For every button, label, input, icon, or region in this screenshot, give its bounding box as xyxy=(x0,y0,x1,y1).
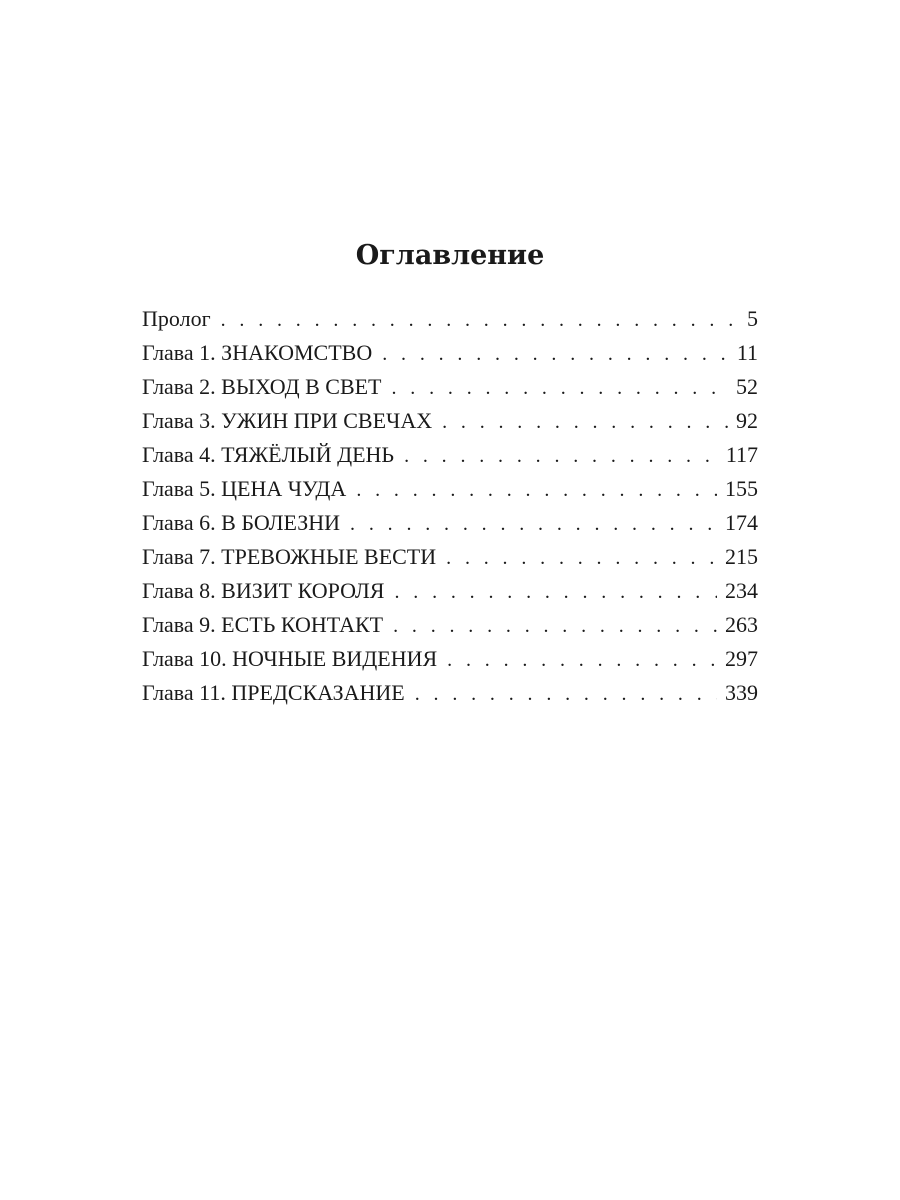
toc-entry-title: Глава 10. НОЧНЫЕ ВИДЕНИЯ xyxy=(142,646,438,671)
dot-leader xyxy=(382,337,729,371)
toc-entry-title: Глава 6. В БОЛЕЗНИ xyxy=(142,510,341,535)
dot-leader xyxy=(350,507,717,541)
dot-leader xyxy=(221,303,739,337)
toc-entry-chapter-4 xyxy=(142,438,758,472)
toc-entry-title: Глава 7. ТРЕВОЖНЫЕ ВЕСТИ xyxy=(142,544,437,569)
toc-page-number: 155 xyxy=(725,476,758,501)
toc-page-number: 174 xyxy=(725,510,758,535)
toc-entry-title: Глава 1. ЗНАКОМСТВО xyxy=(142,340,373,365)
dot-leader xyxy=(392,371,729,405)
toc-entry-title: Глава 5. ЦЕНА ЧУДА xyxy=(142,476,347,501)
toc-entry-title: Глава 11. ПРЕДСКАЗАНИЕ xyxy=(142,680,405,705)
toc-entry-chapter-8 xyxy=(142,574,758,608)
dot-leader xyxy=(356,473,717,507)
toc-page-number: 5 xyxy=(747,306,758,331)
toc-page-number: 92 xyxy=(736,408,758,433)
toc-entry-title: Глава 8. ВИЗИТ КОРОЛЯ xyxy=(142,578,385,603)
toc-page-number: 215 xyxy=(725,544,758,569)
toc-entry-chapter-1 xyxy=(142,336,758,370)
dot-leader xyxy=(442,405,728,439)
dot-leader xyxy=(404,439,718,473)
toc-page-number: 263 xyxy=(725,612,758,637)
toc-entry-chapter-3 xyxy=(142,404,758,438)
toc-list xyxy=(142,302,758,710)
toc-page-number: 117 xyxy=(725,442,758,467)
toc-entry-title: Глава 2. ВЫХОД В СВЕТ xyxy=(142,374,382,399)
toc-entry-chapter-6 xyxy=(142,506,758,540)
dot-leader xyxy=(393,609,717,643)
toc-entry-chapter-2 xyxy=(142,370,758,404)
toc-title: Оглавление xyxy=(355,240,545,271)
toc-entry-chapter-9 xyxy=(142,608,758,642)
toc-entry-chapter-11 xyxy=(142,676,758,710)
toc-page-number: 234 xyxy=(725,578,758,603)
toc-entry-title: Пролог xyxy=(142,306,211,331)
toc-entry-title: Глава 4. ТЯЖЁЛЫЙ ДЕНЬ xyxy=(142,442,395,467)
dot-leader xyxy=(447,643,717,677)
dot-leader xyxy=(394,575,717,609)
toc-entry-title: Глава 3. УЖИН ПРИ СВЕЧАХ xyxy=(142,408,433,433)
toc-page-number: 297 xyxy=(725,646,758,671)
toc-entry-chapter-7 xyxy=(142,540,758,574)
toc-entry-prologue xyxy=(142,302,758,336)
toc-entry-chapter-10 xyxy=(142,642,758,676)
toc-entry-chapter-5 xyxy=(142,472,758,506)
toc-entry-title: Глава 9. ЕСТЬ КОНТАКТ xyxy=(142,612,384,637)
dot-leader xyxy=(415,677,717,711)
toc-page-number: 339 xyxy=(725,680,758,705)
toc-page-number: 11 xyxy=(736,340,758,365)
toc-page-number: 52 xyxy=(736,374,758,399)
dot-leader xyxy=(446,541,717,575)
